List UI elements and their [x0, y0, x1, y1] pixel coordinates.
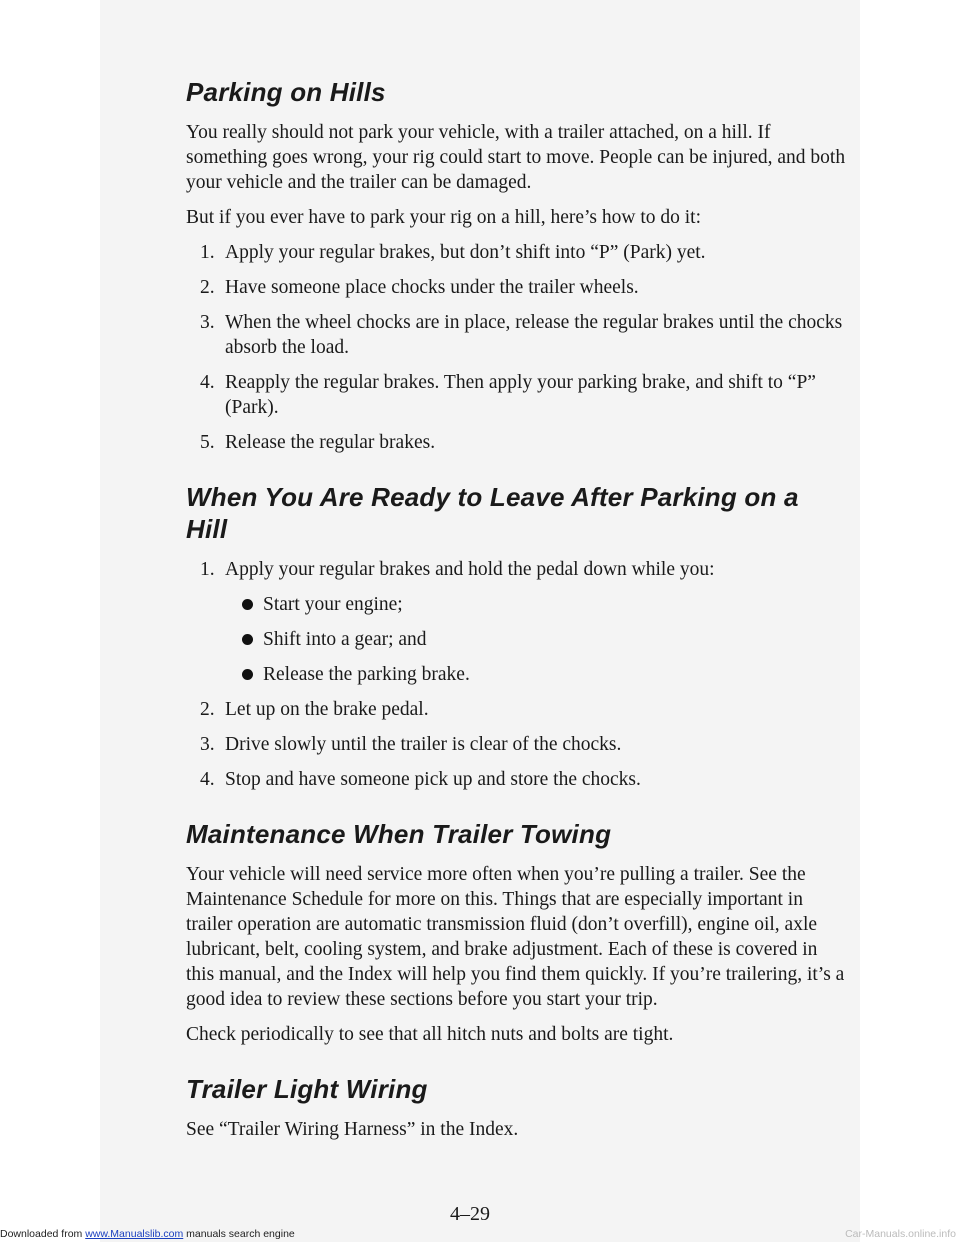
manualslib-link[interactable]: www.Manualslib.com [85, 1228, 184, 1240]
bullet-text: Start your engine; [263, 594, 403, 615]
download-footer [0, 1228, 295, 1240]
list-item [186, 697, 846, 722]
footer-prefix: Downloaded from [0, 1228, 86, 1240]
paragraph: You really should not park your vehicle, with a trailer attached, on a hill. If something goes wrong, your rig could start to move. People can be injured, and both your vehicle and the trailer can be damaged. [186, 122, 846, 193]
list-item [186, 732, 846, 757]
heading-maintenance: Maintenance When Trailer Towing [186, 819, 612, 849]
list-item [186, 767, 846, 792]
paragraph: But if you ever have to park your rig on a hill, here’s how to do it: [186, 207, 702, 228]
paragraph: See “Trailer Wiring Harness” in the Index. [186, 1119, 519, 1140]
step-text: Apply your regular brakes and hold the pedal down while you: [225, 559, 715, 580]
step-text: When the wheel chocks are in place, release the regular brakes until the chocks absorb the load. [225, 312, 843, 358]
heading-ready-to-leave: When You Are Ready to Leave After Parking on a Hill [186, 482, 799, 544]
paragraph: Your vehicle will need service more often when you’re pulling a trailer. See the Maintenance Schedule for more on this. Things that are especially important in trailer operation are automatic transmission fluid (don’t overfill), engine oil, axle lubricant, belt, cooling system, and brake adjustment. Each of these is covered in this manual, and the Index will help you find them quickly. If you’re trailering, it’s a good idea to review these sections before you start your trip. [186, 864, 845, 1010]
bullet-text: Shift into a gear; and [263, 629, 427, 650]
step-text: Apply your regular brakes, but don’t shift into “P” (Park) yet. [225, 242, 706, 263]
list-item [186, 275, 846, 300]
step-text: Have someone place chocks under the trailer wheels. [225, 277, 639, 298]
bullet-item [225, 627, 846, 652]
heading-trailer-light-wiring: Trailer Light Wiring [186, 1074, 428, 1104]
bullet-icon [242, 634, 253, 645]
watermark: Car-Manuals.online.info [845, 1228, 956, 1240]
step-number: 3. [200, 312, 215, 333]
footer-suffix: manuals search engine [183, 1228, 295, 1240]
leaving-steps-list [186, 557, 846, 792]
step-text: Drive slowly until the trailer is clear of the chocks. [225, 734, 622, 755]
list-item [186, 370, 846, 420]
paragraph: Check periodically to see that all hitch nuts and bolts are tight. [186, 1024, 674, 1045]
step-number: 3. [200, 734, 215, 755]
step-number: 5. [200, 432, 215, 453]
page-content [186, 76, 846, 1152]
list-item [186, 240, 846, 265]
list-item [186, 430, 846, 455]
bullet-item [225, 662, 846, 687]
step-text: Reapply the regular brakes. Then apply your parking brake, and shift to “P” (Park). [225, 372, 816, 418]
heading-parking-on-hills: Parking on Hills [186, 77, 386, 107]
parking-steps-list [186, 240, 846, 455]
step-number: 4. [200, 372, 215, 393]
bullet-list [225, 592, 846, 687]
page-number: 4–29 [450, 1203, 490, 1225]
step-number: 4. [200, 769, 215, 790]
step-number: 2. [200, 699, 215, 720]
step-number: 1. [200, 559, 215, 580]
step-text: Let up on the brake pedal. [225, 699, 429, 720]
step-number: 1. [200, 242, 215, 263]
list-item [186, 310, 846, 360]
bullet-icon [242, 669, 253, 680]
bullet-icon [242, 599, 253, 610]
bullet-text: Release the parking brake. [263, 664, 470, 685]
bullet-item [225, 592, 846, 617]
list-item [186, 557, 846, 687]
step-text: Release the regular brakes. [225, 432, 436, 453]
step-text: Stop and have someone pick up and store the chocks. [225, 769, 641, 790]
step-number: 2. [200, 277, 215, 298]
